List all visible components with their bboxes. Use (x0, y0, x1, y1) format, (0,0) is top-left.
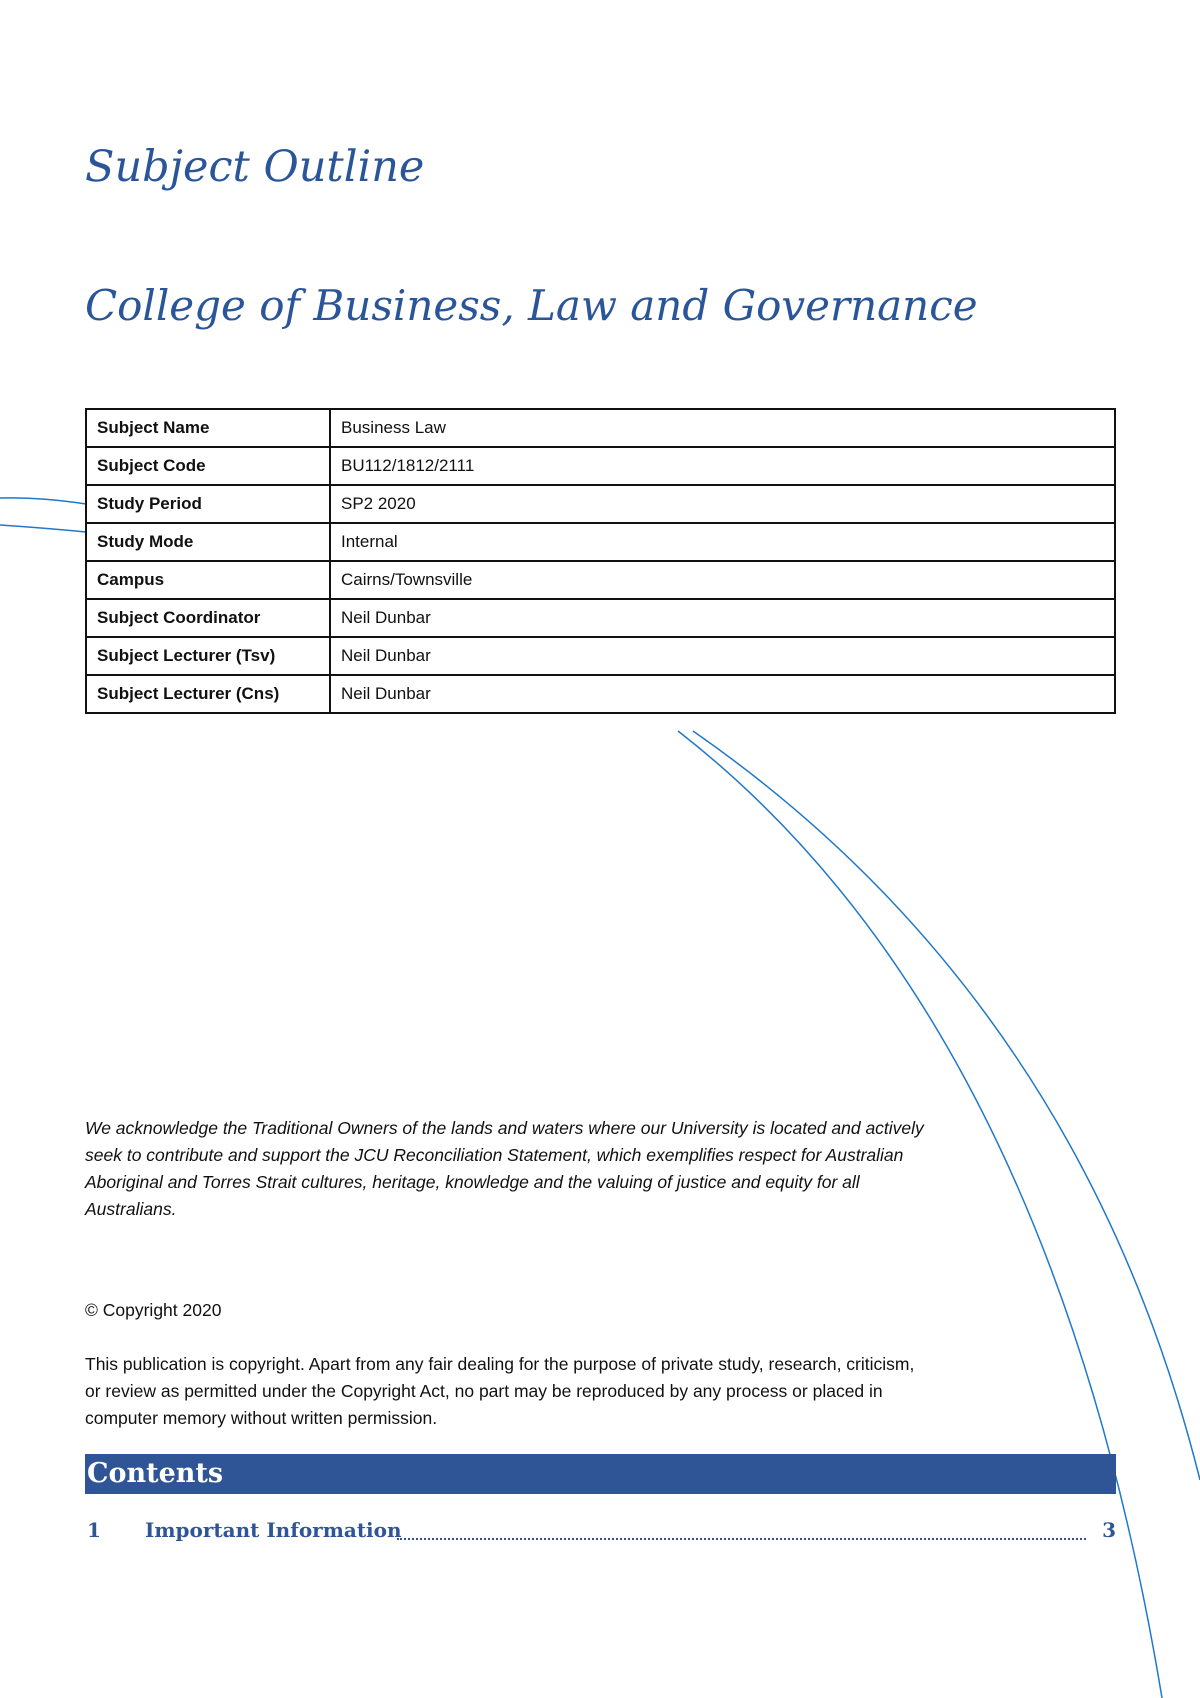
decorative-curve-left-upper (0, 498, 86, 504)
table-row (86, 637, 1115, 675)
copyright-notice: © Copyright 2020 (85, 1300, 222, 1320)
subject-info-table (85, 408, 1116, 714)
row-label: Study Period (86, 485, 330, 523)
row-label: Subject Code (86, 447, 330, 485)
table-row (86, 447, 1115, 485)
toc-entry[interactable] (85, 1518, 1116, 1548)
row-value: SP2 2020 (330, 485, 1115, 523)
table-row (86, 485, 1115, 523)
table-row (86, 599, 1115, 637)
table-row (86, 561, 1115, 599)
row-value: Neil Dunbar (330, 637, 1115, 675)
row-label: Study Mode (86, 523, 330, 561)
row-value: Neil Dunbar (330, 675, 1115, 713)
row-label: Subject Coordinator (86, 599, 330, 637)
table-row (86, 523, 1115, 561)
row-value: Cairns/Townsville (330, 561, 1115, 599)
copyright-statement: This publication is copyright. Apart from any fair dealing for the purpose of private study, research, criticism, or review as permitted under the Copyright Act, no part may be reproduced by any process or placed in computer memory without written permission. (85, 1354, 915, 1428)
college-name: College of Business, Law and Governance (85, 281, 978, 330)
row-value: Business Law (330, 409, 1115, 447)
acknowledgement-of-country: We acknowledge the Traditional Owners of the lands and waters where our University is located and actively seek to contribute and support the JCU Reconciliation Statement, which exemplifies respect for Australian Aboriginal and Torres Strait cultures, heritage, knowledge and the valuing of justice and equity for all Australians. (85, 1118, 924, 1219)
contents-heading-bar (85, 1454, 1116, 1494)
row-label: Subject Lecturer (Tsv) (86, 637, 330, 675)
toc-entry-label[interactable]: Important Information (145, 1518, 402, 1542)
row-value: Internal (330, 523, 1115, 561)
table-row (86, 675, 1115, 713)
row-label: Subject Name (86, 409, 330, 447)
contents-heading: Contents (87, 1458, 224, 1489)
row-label: Subject Lecturer (Cns) (86, 675, 330, 713)
row-value: Neil Dunbar (330, 599, 1115, 637)
row-value: BU112/1812/2111 (330, 447, 1115, 485)
toc-entry-number: 1 (87, 1518, 101, 1542)
row-label: Campus (86, 561, 330, 599)
table-row (86, 409, 1115, 447)
document-title: Subject Outline (85, 142, 425, 192)
toc-entry-page[interactable]: 3 (1102, 1518, 1116, 1542)
decorative-curve-left-lower (0, 525, 86, 532)
toc-dot-leader (397, 1538, 1086, 1540)
